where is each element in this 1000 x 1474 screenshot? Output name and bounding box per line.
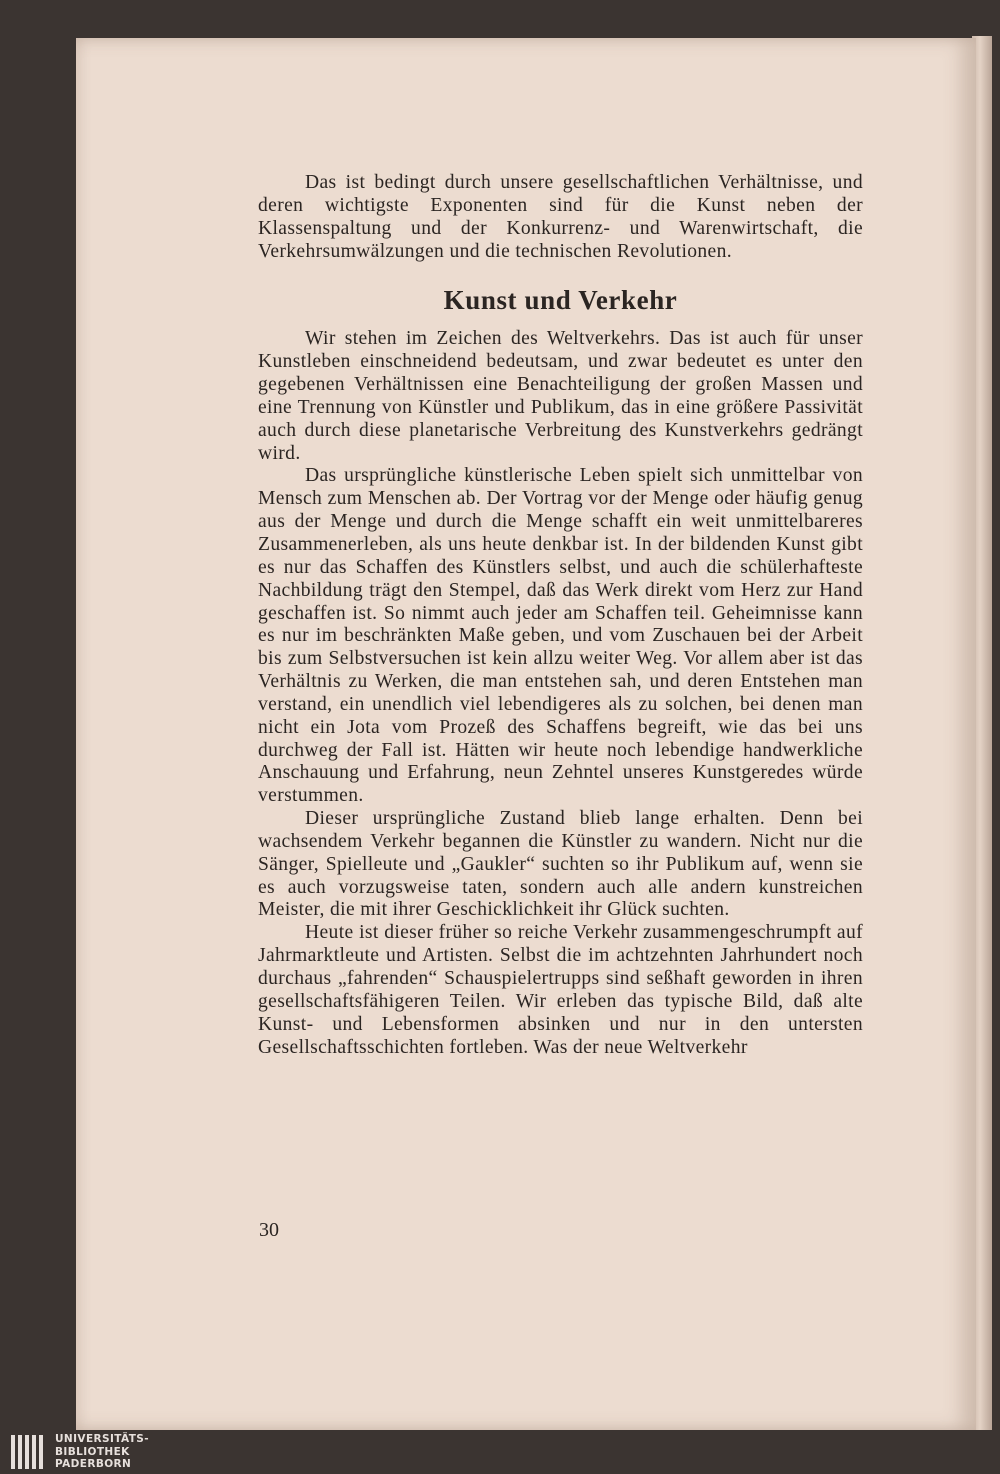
paragraph-5: Heute ist dieser früher so reiche Verkehr zusammengeschrumpft auf Jahrmarktleute und Artisten. Selbst die im achtzehnten Jahrhundert noch durchaus „fahrenden“ Schauspielertrupps sind seßhaft geworden in ihren gesellschaftsfähigeren Teilen. Wir erleben das typische Bild, daß alte Kunst- und Lebensformen absinken und nur in den untersten Gesellschaftsschichten fortleben. Was der neue Weltverkehr <box>258 922 863 1058</box>
page-number: 30 <box>259 1219 279 1241</box>
library-logo-icon <box>10 1434 50 1470</box>
paragraph-4: Dieser ursprüngliche Zustand blieb lange erhalten. Denn bei wachsendem Verkehr begannen die Künstler zu wandern. Nicht nur die Sänger, Spielleute und „Gaukler“ suchten so ihr Publikum auf, wenn sie es auch vorzugsweise taten, sondern auch alle andern kunstreichen Meister, die mit ihrer Geschicklichkeit ihr Glück suchten. <box>258 808 863 921</box>
section-heading: Kunst und Verkehr <box>443 285 678 316</box>
library-footer <box>0 1430 1000 1474</box>
paragraph-2: Wir stehen im Zeichen des Weltverkehrs. Das ist auch für unser Kunstleben einschneidend bedeutsam, und zwar bedeutet es unter den gegebenen Verhältnissen eine Benachteiligung der großen Massen und eine Trennung von Künstler und Publikum, das in eine größere Passivität auch durch diese planetarische Verbreitung des Kunstverkehrs gedrängt wird. <box>258 328 863 464</box>
paragraph-1: Das ist bedingt durch unsere gesellschaftlichen Verhältnisse, und deren wichtigste Exponenten sind für die Kunst neben der Klassenspaltung und der Konkurrenz- und Warenwirtschaft, die Verkehrsumwälzungen und die technischen Revolutionen. <box>258 172 863 262</box>
library-name-line2: BIBLIOTHEK <box>55 1445 130 1458</box>
library-name-line1: UNIVERSITÄTS- <box>55 1433 150 1445</box>
library-name-line3: PADERBORN <box>55 1458 132 1470</box>
text-block <box>258 172 863 1059</box>
paragraph-3: Das ursprüngliche künstlerische Leben spielt sich unmittelbar von Mensch zum Menschen ab. Der Vortrag vor der Menge oder häufig genug aus der Menge und durch die Menge schafft ein weit unmittelbareres Zusammenerleben, als uns heute denkbar ist. In der bildenden Kunst gibt es nur das Schaffen des Künstlers selbst, und auch die schülerhafteste Nachbildung trägt den Stempel, daß das Werk direkt vom Herz zur Hand geschaffen ist. So nimmt auch jeder am Schaffen teil. Geheimnisse kann es nur im beschränkten Maße geben, und vom Zuschauen bei der Arbeit bis zum Selbstversuchen ist kein allzu weiter Weg. Vor allem aber ist das Verhältnis zu Werken, die man entstehen sah, und deren Entstehen man verstand, ein unendlich viel lebendigeres als zu solchen, bei denen man nicht ein Jota vom Prozeß des Schaffens begreift, wie das bei uns durchweg der Fall ist. Hätten wir heute noch lebendige handwerkliche Anschauung und Erfahrung, neun Zehntel unseres Kunstgeredes würde verstummen. <box>258 465 863 807</box>
library-name <box>55 1433 149 1471</box>
